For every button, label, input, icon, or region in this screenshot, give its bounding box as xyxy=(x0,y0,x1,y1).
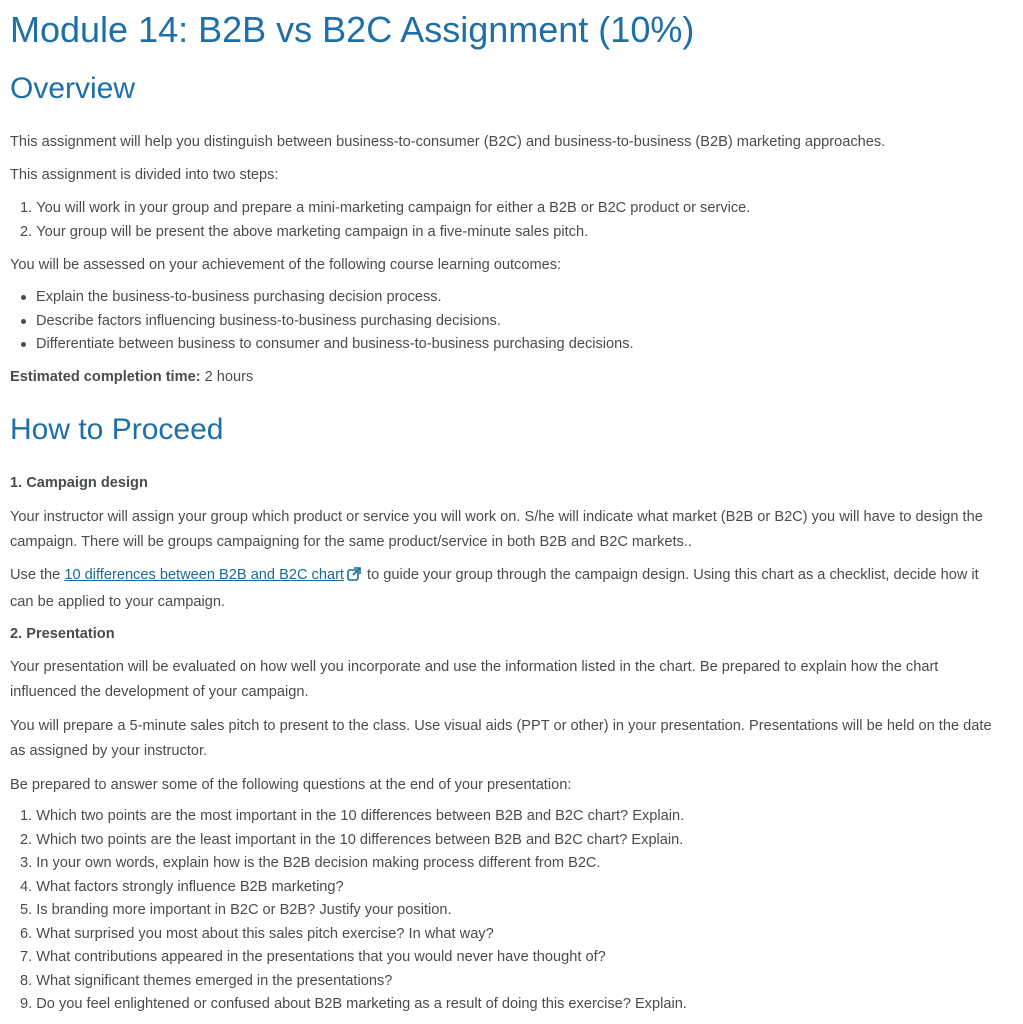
list-item: 2. Your group will be present the above marketing campaign in a five-minute sales pitch. xyxy=(20,223,589,240)
list-item: Describe factors influencing business-to-business purchasing decisions. xyxy=(10,310,634,334)
presentation-heading: 2. Presentation xyxy=(10,626,115,642)
steps-list xyxy=(10,197,750,244)
list-item: 5. Is branding more important in B2C or B2B? Justify your position. xyxy=(20,902,452,918)
list-item: 1. You will work in your group and prepare a mini-marketing campaign for either a B2B or B2C product or service. xyxy=(20,200,751,216)
estimated-time-value: 2 hours xyxy=(200,369,254,385)
overview-intro: This assignment will help you distinguish between business-to-consumer (B2C) and business-to-business (B2B) marketing approaches. xyxy=(10,134,886,150)
list-item: 6. What surprised you most about this sales pitch exercise? In what way? xyxy=(20,925,494,942)
list-item: 8. What significant themes emerged in the presentations? xyxy=(20,972,393,989)
list-item: 4. What factors strongly influence B2B marketing? xyxy=(20,878,344,895)
differences-chart-link[interactable]: 10 differences between B2B and B2C chart xyxy=(64,567,344,583)
list-item: 1. Which two points are the most important in the 10 differences between B2B and B2C chart? Explain. xyxy=(20,808,685,824)
list-item: 7. What contributions appeared in the presentations that you would never have thought of? xyxy=(20,949,606,965)
chart-usage-text: Use the 10 differences between B2B and B2C chart to guide your group through the campaign design. Using this chart as a checklist, decide how it can be applied to your campaign. xyxy=(10,567,979,610)
campaign-design-text: Your instructor will assign your group which product or service you will work on. S/he will indicate what market (B2B or B2C) you will have to design the campaign. There will be groups campaigning for the same product/service in both B2B and B2C markets.. xyxy=(10,509,983,550)
questions-intro: Be prepared to answer some of the following questions at the end of your presentation: xyxy=(10,777,572,793)
steps-intro: This assignment is divided into two steps: xyxy=(10,167,279,183)
presentation-text: Your presentation will be evaluated on how well you incorporate and use the information listed in the chart. Be prepared to explain how the chart influenced the development of your campaign. xyxy=(10,659,939,700)
outcomes-list xyxy=(10,286,634,357)
estimated-time xyxy=(10,365,1000,390)
page-title: Module 14: B2B vs B2C Assignment (10%) xyxy=(10,9,695,50)
list-item: 3. In your own words, explain how is the B2B decision making process different from B2C. xyxy=(20,855,601,871)
list-item: Differentiate between business to consumer and business-to-business purchasing decisions. xyxy=(10,333,634,357)
sales-pitch-text: You will prepare a 5-minute sales pitch to present to the class. Use visual aids (PPT or other) in your presentation. Presentations will be held on the date as assigned by your instructor. xyxy=(10,718,992,759)
overview-heading: Overview xyxy=(10,72,136,105)
questions-list xyxy=(10,805,687,1017)
external-link-icon[interactable] xyxy=(347,565,361,590)
outcomes-intro: You will be assessed on your achievement of the following course learning outcomes: xyxy=(10,257,562,273)
list-item: Explain the business-to-business purchasing decision process. xyxy=(10,286,634,310)
campaign-design-heading: 1. Campaign design xyxy=(10,475,148,491)
list-item: 9. Do you feel enlightened or confused about B2B marketing as a result of doing this exercise? Explain. xyxy=(20,996,687,1012)
estimated-time-label: Estimated completion time: xyxy=(10,369,201,385)
how-to-proceed-heading: How to Proceed xyxy=(10,413,224,446)
list-item: 2. Which two points are the least important in the 10 differences between B2B and B2C chart? Explain. xyxy=(20,831,684,848)
